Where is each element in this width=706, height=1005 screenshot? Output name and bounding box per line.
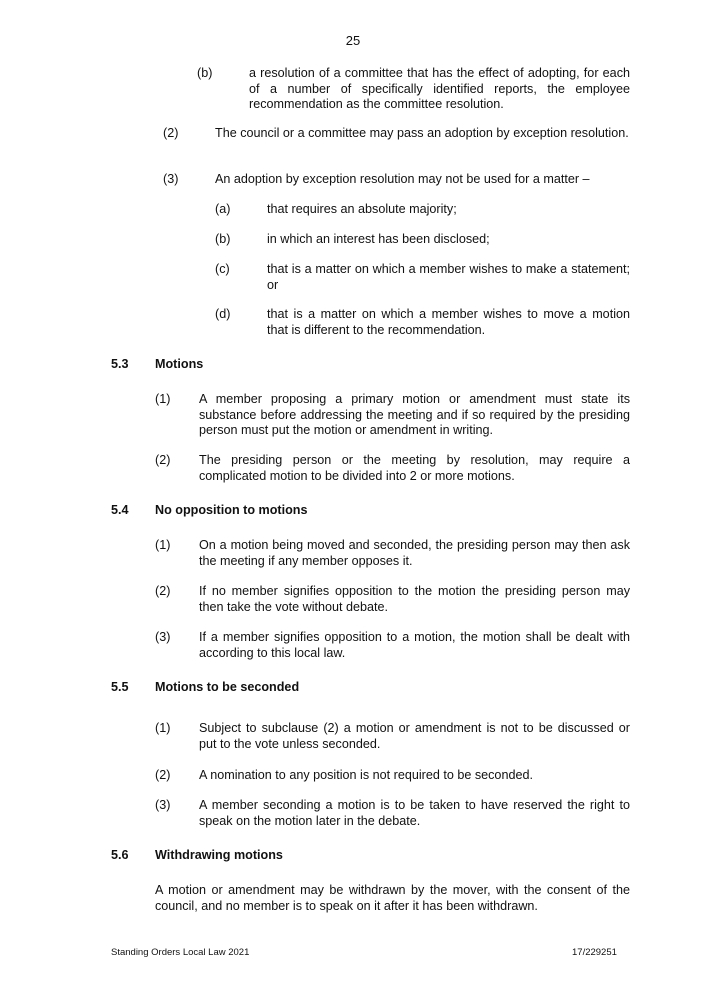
section-number: 5.6: [111, 848, 129, 862]
footer-document-title: Standing Orders Local Law 2021: [111, 947, 250, 958]
list-item-text: that requires an absolute majority;: [267, 202, 457, 216]
subclause-text: Subject to subclause (2) a motion or amendment is not to be discussed or put to the vote unless seconded.: [199, 721, 630, 751]
section-heading: Motions: [155, 357, 204, 371]
subclause-label: (2): [155, 768, 171, 782]
subclause-text: If a member signifies opposition to a motion, the motion shall be dealt with according to this local law.: [199, 630, 630, 660]
list-item-text: that is a matter on which a member wishes to make a statement; or: [267, 262, 630, 292]
subclause-text: A member seconding a motion is to be taken to have reserved the right to speak on the motion later in the debate.: [199, 798, 630, 828]
footer-reference-number: 17/229251: [572, 947, 617, 958]
section-number: 5.3: [111, 357, 129, 371]
subclause-label: (2): [155, 584, 171, 598]
list-item-text: that is a matter on which a member wishes to move a motion that is different to the recommendation.: [267, 307, 630, 337]
subclause-label: (1): [155, 392, 171, 406]
list-item-text: in which an interest has been disclosed;: [267, 232, 490, 246]
section-number: 5.4: [111, 503, 129, 517]
section-number: 5.5: [111, 680, 129, 694]
subclause-label: (3): [163, 172, 179, 186]
subclause-text: A member proposing a primary motion or amendment must state its substance before addressing the meeting and if so required by the presiding person must put the motion or amendment in writing.: [199, 392, 630, 437]
subclause-text: If no member signifies opposition to the motion the presiding person may then take the vote without debate.: [199, 584, 630, 614]
list-item-label: (b): [197, 66, 213, 80]
section-text: A motion or amendment may be withdrawn by the mover, with the consent of the council, and no member is to speak on it after it has been withdrawn.: [155, 883, 630, 913]
subclause-label: (1): [155, 721, 171, 735]
subclause-text: A nomination to any position is not required to be seconded.: [199, 768, 533, 782]
section-heading: No opposition to motions: [155, 503, 308, 517]
subclause-text: An adoption by exception resolution may not be used for a matter –: [215, 172, 590, 186]
subclause-label: (2): [155, 453, 171, 467]
section-heading: Withdrawing motions: [155, 848, 283, 862]
section-heading: Motions to be seconded: [155, 680, 300, 694]
subclause-label: (3): [155, 798, 171, 812]
list-item-label: (d): [215, 307, 231, 321]
subclause-label: (2): [163, 126, 179, 140]
subclause-text: On a motion being moved and seconded, the presiding person may then ask the meeting if any member opposes it.: [199, 538, 630, 568]
subclause-text: The presiding person or the meeting by resolution, may require a complicated motion to be divided into 2 or more motions.: [199, 453, 630, 483]
list-item-label: (a): [215, 202, 231, 216]
subclause-label: (1): [155, 538, 171, 552]
list-item-text: a resolution of a committee that has the effect of adopting, for each of a number of specifically identified reports, the employee recommendation as the committee resolution.: [249, 66, 630, 111]
list-item-label: (c): [215, 262, 230, 276]
page-number: 25: [345, 33, 361, 48]
subclause-text: The council or a committee may pass an adoption by exception resolution.: [215, 126, 629, 140]
list-item-label: (b): [215, 232, 231, 246]
subclause-label: (3): [155, 630, 171, 644]
